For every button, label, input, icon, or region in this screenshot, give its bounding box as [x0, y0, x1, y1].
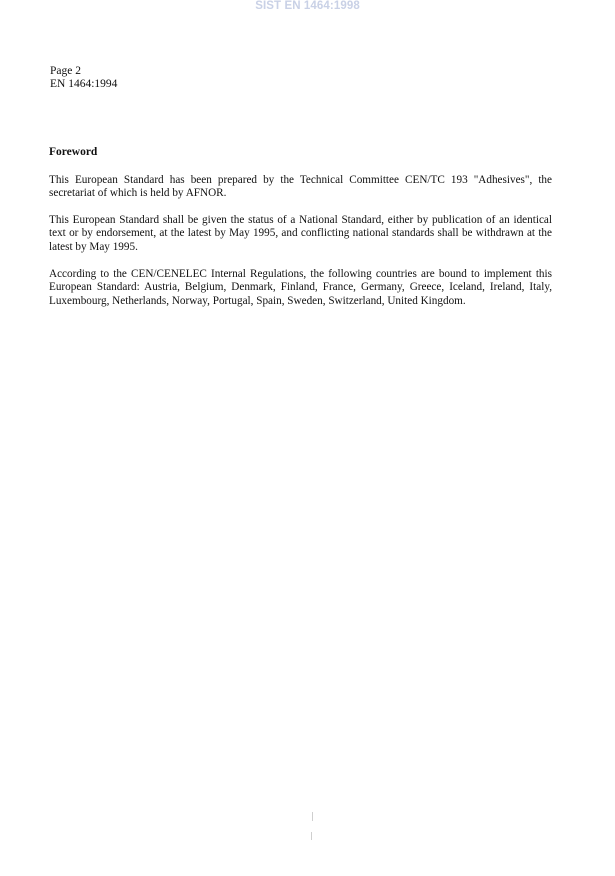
foreword-paragraph-2: This European Standard shall be given the status of a National Standard, either by publication of an identical text or by endorsement, at the latest by May 1995, and conflicting national standards shall be withdrawn at the latest by May 1995. — [49, 214, 552, 253]
standard-number: EN 1464:1994 — [50, 78, 118, 90]
section-heading: Foreword — [49, 146, 98, 158]
watermark: SIST EN 1464:1998 — [255, 0, 360, 12]
foreword-paragraph-1: This European Standard has been prepared by the Technical Committee CEN/TC 193 "Adhesives", the secretariat of which is held by AFNOR. — [49, 174, 552, 200]
page-header — [50, 65, 117, 91]
scan-artifact — [311, 832, 312, 840]
scan-artifact — [312, 812, 313, 821]
foreword-paragraph-3: According to the CEN/CENELEC Internal Regulations, the following countries are bound to implement this European Standard: Austria, Belgium, Denmark, Finland, France, Germany, Greece, Iceland, Ireland, Italy, Luxembourg, Netherlands, Norway, Portugal, Spain, Sweden, Switzerland, United Kingdom. — [49, 268, 552, 307]
page-number: Page 2 — [50, 65, 81, 77]
